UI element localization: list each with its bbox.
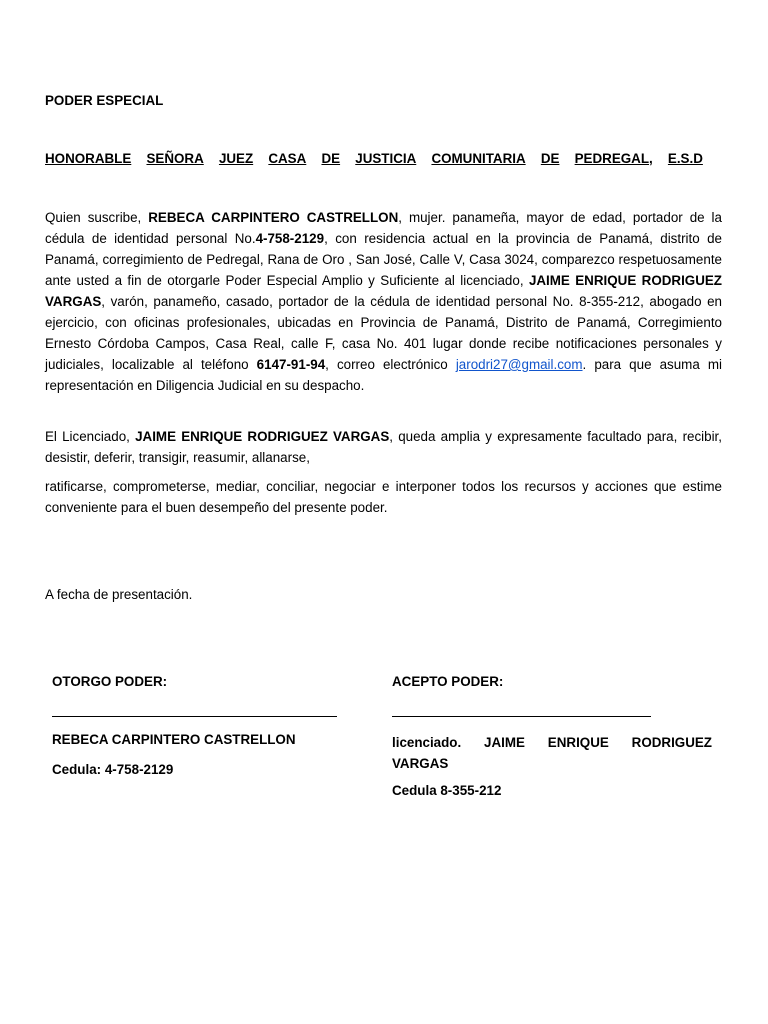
- addressee-word: CASA: [268, 151, 307, 166]
- grantor-signature-name: REBECA CARPINTERO CASTRELLON: [52, 732, 296, 747]
- paragraph-grantor: [45, 207, 722, 396]
- p1-text-6: . para que asuma mi representación en Diligencia Judicial en su despacho.: [45, 357, 722, 393]
- grantor-signature-label: OTORGO PODER:: [52, 674, 168, 689]
- addressee-word: HONORABLE: [45, 151, 132, 166]
- addressee-word: DE: [540, 151, 560, 166]
- attorney-signature-id: Cedula 8-355-212: [392, 783, 502, 798]
- p2-text-2: , queda amplia y expresamente facultado para, recibir, desistir, deferir, transigir, reasumir, allanarse,: [45, 429, 723, 465]
- addressee-word: E.S.D: [667, 151, 703, 166]
- p1-text-3: , con residencia actual en la provincia de Panamá, distrito de Panamá, corregimiento de Pedregal, Rana de Oro , San José, Calle V, Casa 3024, comparezco respetuosamente ante usted a fin de otorgarle Poder Especial Amplio y Suficiente al licenciado,: [45, 231, 722, 288]
- paragraph-faculties: [45, 426, 722, 468]
- p2-text-1: El Licenciado,: [45, 429, 136, 444]
- addressee-word: DE: [321, 151, 341, 166]
- p1-text-4: , varón, panameño, casado, portador de la cédula de identidad personal No. 8-355-212, abogado en ejercicio, con oficinas profesionales, ubicadas en Provincia de Panamá, Distrito de Panamá, Corregimiento Ernesto Córdoba Campos, Casa Real, calle F, casa No. 401 lugar donde recibe notificaciones personales y judiciales, localizable al teléfono: [45, 294, 722, 372]
- addressee-word: JUEZ: [218, 151, 254, 166]
- addressee-word: COMUNITARIA: [431, 151, 526, 166]
- addressee-word: SEÑORA: [146, 151, 204, 166]
- email-link[interactable]: jarodri27@gmail.com: [455, 357, 583, 372]
- attorney-signature-label: ACEPTO PODER:: [392, 674, 504, 689]
- attorney-phone: 6147-91-94: [256, 357, 326, 372]
- p1-text-2: , mujer. panameña, mayor de edad, portador de la cédula de identidad personal No.: [45, 210, 722, 246]
- date-line: A fecha de presentación.: [45, 587, 193, 602]
- paragraph-faculties-cont: ratificarse, comprometerse, mediar, conciliar, negociar e interponer todos los recursos y acciones que estime conveniente para el buen desempeño del presente poder.: [45, 479, 722, 515]
- addressee-line: [45, 151, 703, 166]
- attorney-signature-name: licenciado. JAIME ENRIQUE RODRIGUEZ VARGAS: [392, 735, 712, 771]
- attorney-signature-line: [392, 716, 651, 717]
- grantor-signature-line: [52, 716, 337, 717]
- attorney-name: JAIME ENRIQUE RODRIGUEZ VARGAS: [45, 273, 722, 309]
- grantor-id: 4-758-2129: [255, 231, 325, 246]
- addressee-word: JUSTICIA: [355, 151, 417, 166]
- addressee-word: PEDREGAL,: [574, 151, 653, 166]
- attorney-name-2: JAIME ENRIQUE RODRIGUEZ VARGAS: [135, 429, 390, 444]
- p1-text-5: , correo electrónico: [325, 357, 456, 372]
- grantor-name: REBECA CARPINTERO CASTRELLON: [148, 210, 399, 225]
- document-title: PODER ESPECIAL: [45, 93, 164, 108]
- p1-text-1: Quien suscribe,: [45, 210, 149, 225]
- grantor-signature-id: Cedula: 4-758-2129: [52, 762, 174, 777]
